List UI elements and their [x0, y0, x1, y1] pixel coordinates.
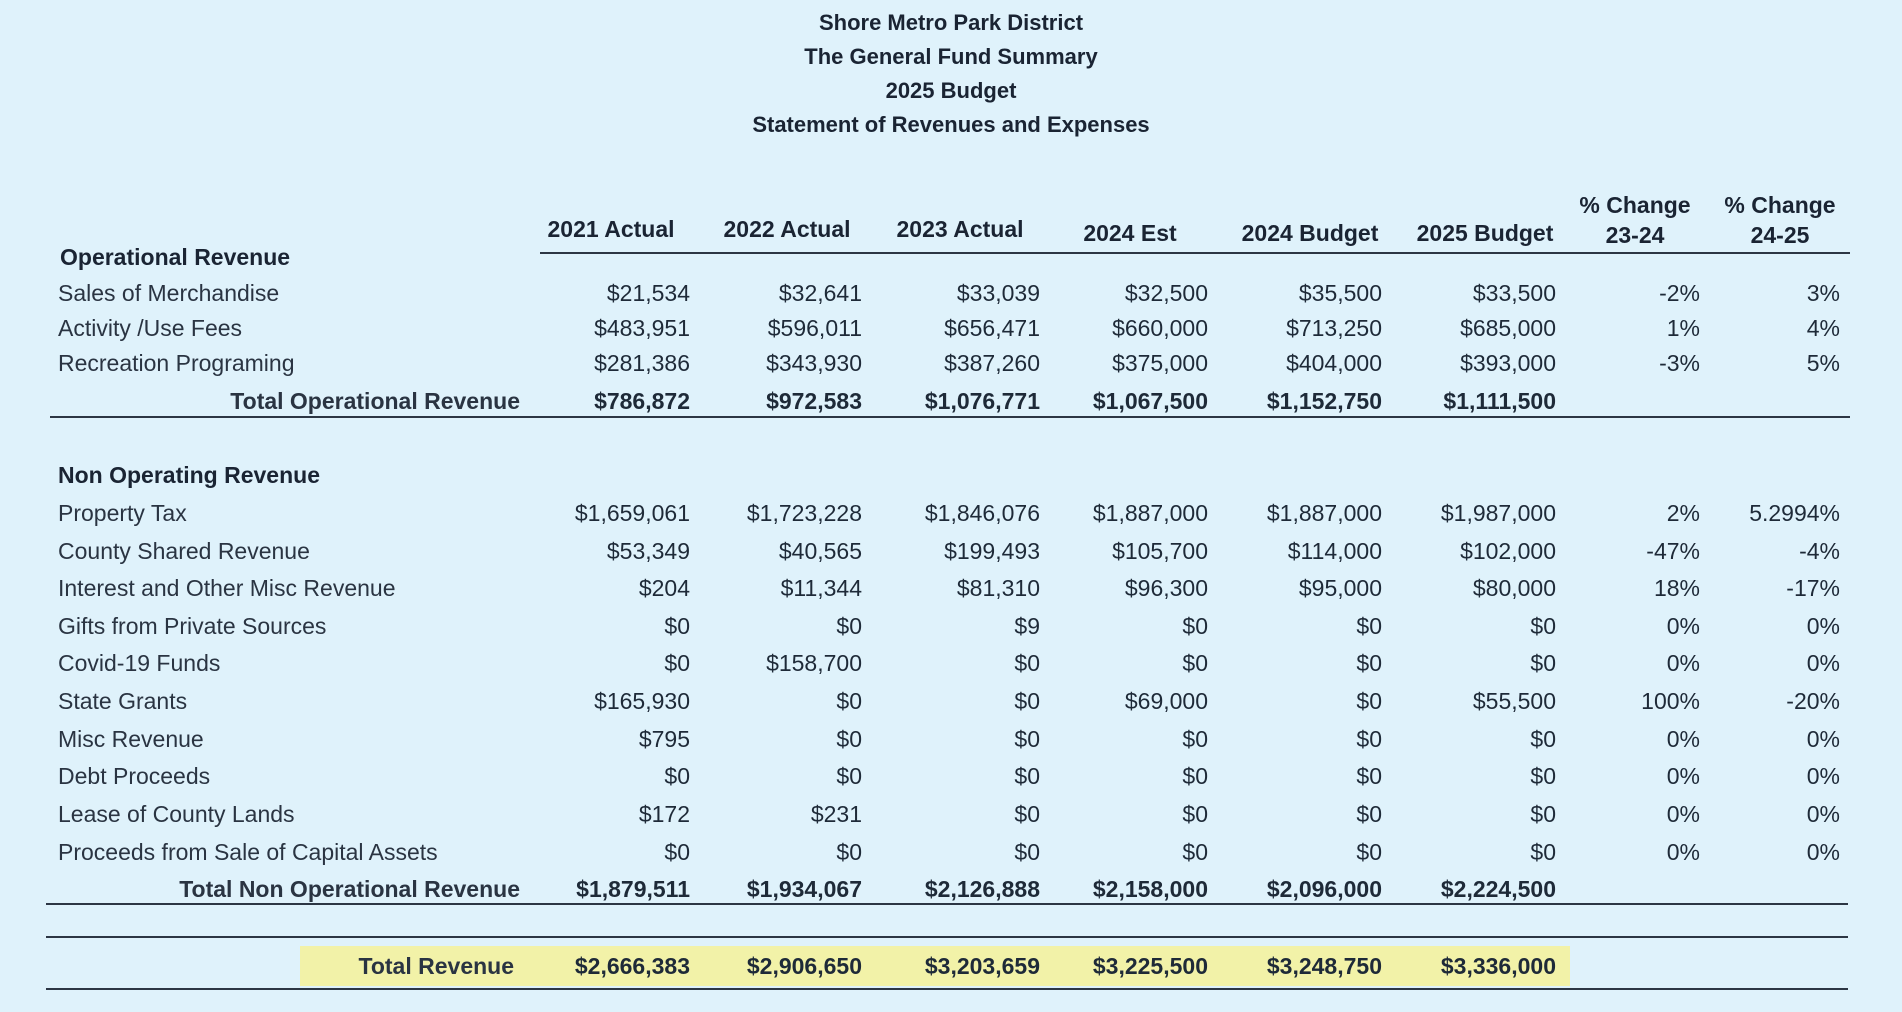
- row-label: Debt Proceeds: [58, 763, 211, 789]
- cell-2021: $2,666,383: [574, 953, 690, 979]
- cell-2024-est: $1,067,500: [1092, 388, 1208, 414]
- cell-2024-budget: $1,152,750: [1266, 388, 1382, 414]
- col-2025-budget: 2025 Budget: [1416, 220, 1554, 246]
- cell-2023: $656,471: [944, 315, 1040, 341]
- cell-2024-budget: $0: [1356, 688, 1382, 714]
- cell-pct-24-25: -17%: [1786, 575, 1840, 601]
- cell-pct-23-24: 0%: [1666, 801, 1700, 827]
- table-row: [0, 684, 1902, 718]
- row-label: Gifts from Private Sources: [58, 613, 327, 639]
- cell-2025-budget: $2,224,500: [1440, 876, 1556, 902]
- cell-2023: $1,846,076: [924, 500, 1040, 526]
- cell-2024-est: $0: [1182, 839, 1208, 865]
- cell-2022: $158,700: [766, 650, 862, 676]
- cell-2023: $1,076,771: [924, 388, 1040, 414]
- cell-2024-est: $2,158,000: [1092, 876, 1208, 902]
- cell-2022: $231: [810, 801, 862, 827]
- cell-pct-24-25: -4%: [1799, 538, 1840, 564]
- table-row: [0, 311, 1902, 345]
- cell-2025-budget: $1,987,000: [1440, 500, 1556, 526]
- cell-2024-budget: $0: [1356, 763, 1382, 789]
- cell-2025-budget: $3,336,000: [1440, 953, 1556, 979]
- cell-2024-budget: $0: [1356, 839, 1382, 865]
- cell-pct-24-25: 0%: [1806, 839, 1840, 865]
- cell-2022: $0: [836, 613, 862, 639]
- cell-pct-24-25: 0%: [1806, 763, 1840, 789]
- cell-pct-23-24: 100%: [1641, 688, 1700, 714]
- cell-2023: $0: [1014, 839, 1040, 865]
- cell-pct-23-24: 0%: [1666, 839, 1700, 865]
- total-row-revenue: [0, 949, 1902, 983]
- cell-2025-budget: $0: [1530, 839, 1556, 865]
- row-label: Misc Revenue: [58, 726, 204, 752]
- col-pct-change-24-25: [1710, 190, 1850, 250]
- cell-2022: $32,641: [778, 280, 862, 306]
- cell-2024-est: $1,887,000: [1092, 500, 1208, 526]
- cell-2021: $0: [664, 613, 690, 639]
- col-pct-change-label: % Change: [1579, 192, 1691, 218]
- cell-pct-23-24: 2%: [1666, 500, 1700, 526]
- cell-pct-24-25: 0%: [1806, 801, 1840, 827]
- cell-2022: $0: [836, 763, 862, 789]
- col-pct-change-period: 24-25: [1750, 222, 1810, 248]
- cell-2024-est: $105,700: [1112, 538, 1208, 564]
- cell-2023: $0: [1014, 763, 1040, 789]
- cell-2023: $81,310: [956, 575, 1040, 601]
- cell-2024-budget: $35,500: [1298, 280, 1382, 306]
- cell-2021: $0: [664, 839, 690, 865]
- table-row: [0, 797, 1902, 831]
- col-2024-budget: 2024 Budget: [1241, 220, 1379, 246]
- total-row-operational: [0, 384, 1902, 418]
- cell-2022: $0: [836, 688, 862, 714]
- cell-2023: $9: [1014, 613, 1040, 639]
- cell-2024-est: $0: [1182, 650, 1208, 676]
- cell-2021: $786,872: [594, 388, 690, 414]
- cell-2024-est: $0: [1182, 613, 1208, 639]
- cell-2022: $596,011: [767, 315, 862, 341]
- cell-2024-budget: $0: [1356, 650, 1382, 676]
- col-pct-change-23-24: [1565, 190, 1705, 250]
- table-row: [0, 534, 1902, 568]
- cell-2024-est: $0: [1182, 726, 1208, 752]
- cell-2025-budget: $0: [1530, 763, 1556, 789]
- table-row: [0, 646, 1902, 680]
- cell-2025-budget: $0: [1530, 613, 1556, 639]
- cell-2023: $3,203,659: [924, 953, 1040, 979]
- cell-pct-23-24: 18%: [1653, 575, 1700, 601]
- cell-2021: $483,951: [594, 315, 690, 341]
- cell-2025-budget: $393,000: [1460, 350, 1556, 376]
- cell-2022: $2,906,650: [746, 953, 862, 979]
- cell-2021: $0: [664, 763, 690, 789]
- cell-2023: $2,126,888: [924, 876, 1040, 902]
- cell-pct-24-25: 0%: [1806, 613, 1840, 639]
- cell-2025-budget: $80,000: [1472, 575, 1556, 601]
- cell-2021: $1,879,511: [576, 876, 690, 902]
- col-2023-actual: 2023 Actual: [896, 216, 1024, 242]
- row-label: Property Tax: [58, 500, 187, 526]
- cell-2024-budget: $1,887,000: [1266, 500, 1382, 526]
- cell-2025-budget: $0: [1530, 726, 1556, 752]
- table-row: [0, 722, 1902, 756]
- row-label: Covid-19 Funds: [58, 650, 221, 676]
- cell-2022: $0: [836, 839, 862, 865]
- cell-2024-est: $0: [1182, 763, 1208, 789]
- cell-2021: $172: [638, 801, 690, 827]
- cell-2024-budget: $114,000: [1287, 538, 1382, 564]
- row-label: Interest and Other Misc Revenue: [58, 575, 396, 601]
- cell-pct-23-24: 1%: [1666, 315, 1700, 341]
- table-row: [0, 835, 1902, 869]
- cell-2021: $0: [664, 650, 690, 676]
- cell-2024-est: $3,225,500: [1092, 953, 1208, 979]
- row-label: Recreation Programing: [58, 350, 295, 376]
- row-label: Proceeds from Sale of Capital Assets: [58, 839, 438, 865]
- cell-2023: $0: [1014, 688, 1040, 714]
- district-name: Shore Metro Park District: [818, 10, 1084, 35]
- cell-2024-budget: $3,248,750: [1266, 953, 1382, 979]
- cell-2021: $1,659,061: [574, 500, 690, 526]
- cell-2022: $343,930: [766, 350, 862, 376]
- col-2021-actual: 2021 Actual: [547, 216, 675, 242]
- cell-2024-est: $0: [1182, 801, 1208, 827]
- cell-2024-budget: $0: [1356, 613, 1382, 639]
- cell-pct-23-24: 0%: [1666, 763, 1700, 789]
- cell-2024-est: $96,300: [1124, 575, 1208, 601]
- table-row: [0, 571, 1902, 605]
- cell-2022: $0: [836, 726, 862, 752]
- cell-pct-23-24: 0%: [1666, 613, 1700, 639]
- cell-2024-est: $375,000: [1112, 350, 1208, 376]
- cell-2022: $40,565: [778, 538, 862, 564]
- col-pct-change-period: 23-24: [1605, 222, 1665, 248]
- cell-2024-est: $69,000: [1124, 688, 1208, 714]
- section-title-non-operating: Non Operating Revenue: [58, 462, 320, 488]
- total-label: Total Operational Revenue: [230, 388, 520, 414]
- statement-title: Statement of Revenues and Expenses: [752, 112, 1150, 137]
- total-label: Total Revenue: [358, 953, 514, 979]
- cell-2021: $21,534: [606, 280, 690, 306]
- cell-2023: $199,493: [944, 538, 1040, 564]
- row-label: Activity /Use Fees: [58, 315, 243, 341]
- cell-2024-budget: $404,000: [1286, 350, 1382, 376]
- cell-2024-budget: $713,250: [1286, 315, 1382, 341]
- cell-2023: $0: [1014, 726, 1040, 752]
- cell-2025-budget: $0: [1530, 650, 1556, 676]
- cell-2021: $795: [638, 726, 690, 752]
- cell-2022: $1,723,228: [746, 500, 862, 526]
- cell-2021: $53,349: [606, 538, 690, 564]
- cell-2025-budget: $102,000: [1460, 538, 1556, 564]
- cell-2025-budget: $1,111,500: [1443, 388, 1556, 414]
- cell-2021: $281,386: [594, 350, 690, 376]
- cell-2025-budget: $55,500: [1472, 688, 1556, 714]
- row-label: Lease of County Lands: [58, 801, 295, 827]
- cell-2022: $1,934,067: [746, 876, 862, 902]
- grand-total-top-rule: [46, 936, 1848, 938]
- non-operational-total-underline: [46, 903, 1848, 905]
- table-row: [0, 496, 1902, 530]
- budget-year: 2025 Budget: [885, 78, 1017, 103]
- table-row: [0, 759, 1902, 793]
- header-underline: [540, 252, 1850, 254]
- cell-2025-budget: $0: [1530, 801, 1556, 827]
- row-label: County Shared Revenue: [58, 538, 310, 564]
- col-2024-est: 2024 Est: [1083, 220, 1177, 246]
- table-row: [0, 609, 1902, 643]
- operational-total-underline: [50, 416, 1850, 418]
- report-header: [0, 6, 1902, 142]
- cell-pct-24-25: 0%: [1806, 726, 1840, 752]
- cell-2022: $11,344: [780, 575, 862, 601]
- cell-2021: $165,930: [594, 688, 690, 714]
- total-label: Total Non Operational Revenue: [179, 876, 520, 902]
- cell-2024-budget: $0: [1356, 726, 1382, 752]
- cell-pct-23-24: -2%: [1659, 280, 1700, 306]
- cell-2025-budget: $685,000: [1460, 315, 1556, 341]
- cell-pct-24-25: 5.2994%: [1749, 500, 1840, 526]
- cell-2022: $972,583: [766, 388, 862, 414]
- row-label: State Grants: [58, 688, 188, 714]
- cell-2021: $204: [638, 575, 690, 601]
- cell-2024-est: $660,000: [1112, 315, 1208, 341]
- table-row: [0, 346, 1902, 380]
- cell-pct-24-25: -20%: [1786, 688, 1840, 714]
- cell-pct-23-24: -3%: [1659, 350, 1700, 376]
- section-title-operational: Operational Revenue: [60, 244, 291, 270]
- cell-2024-budget: $95,000: [1298, 575, 1382, 601]
- cell-pct-24-25: 5%: [1806, 350, 1840, 376]
- fund-summary-title: The General Fund Summary: [804, 44, 1098, 69]
- cell-2025-budget: $33,500: [1472, 280, 1556, 306]
- cell-2023: $387,260: [944, 350, 1040, 376]
- table-row: [0, 276, 1902, 310]
- col-pct-change-label: % Change: [1724, 192, 1836, 218]
- col-2022-actual: 2022 Actual: [723, 216, 851, 242]
- cell-2023: $0: [1014, 650, 1040, 676]
- cell-2024-est: $32,500: [1124, 280, 1208, 306]
- cell-2023: $33,039: [956, 280, 1040, 306]
- cell-pct-23-24: 0%: [1666, 726, 1700, 752]
- cell-pct-23-24: -47%: [1646, 538, 1700, 564]
- cell-2024-budget: $0: [1356, 801, 1382, 827]
- cell-pct-24-25: 4%: [1806, 315, 1840, 341]
- cell-pct-23-24: 0%: [1666, 650, 1700, 676]
- cell-pct-24-25: 3%: [1806, 280, 1840, 306]
- cell-2024-budget: $2,096,000: [1266, 876, 1382, 902]
- row-label: Sales of Merchandise: [58, 280, 280, 306]
- grand-total-bottom-rule: [46, 988, 1848, 990]
- total-row-non-operational: [0, 872, 1902, 906]
- cell-2023: $0: [1014, 801, 1040, 827]
- cell-pct-24-25: 0%: [1806, 650, 1840, 676]
